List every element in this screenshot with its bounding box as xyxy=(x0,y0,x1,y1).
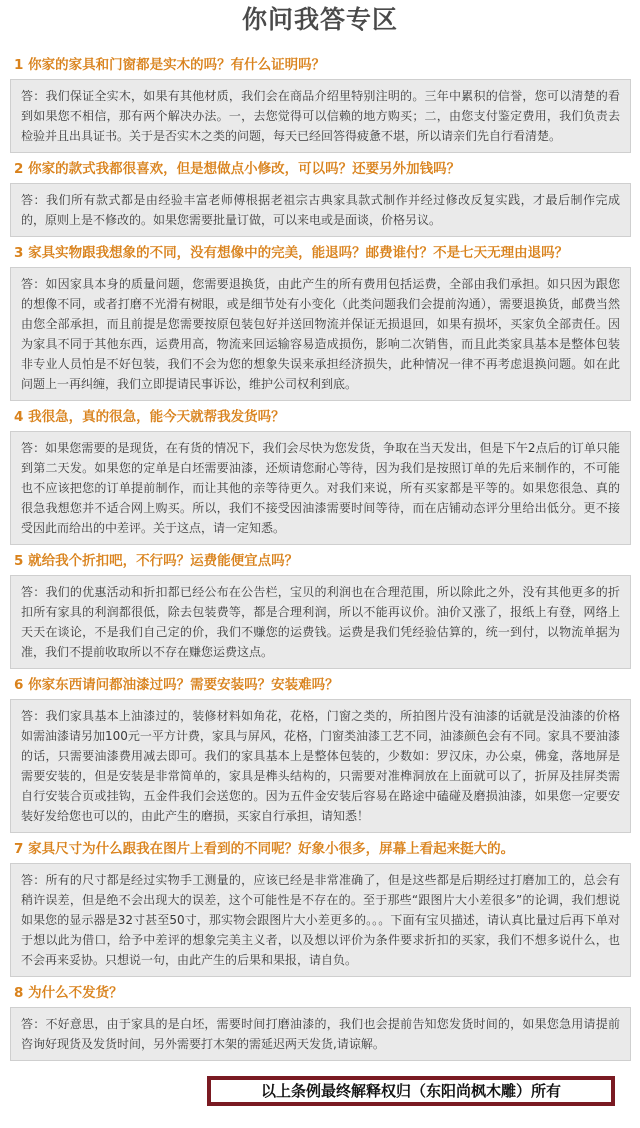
qa-item-7 xyxy=(10,836,631,977)
answer-text: 答：所有的尺寸都是经过实物手工测量的，应该已经是非常准确了，但是这些都是后期经过打磨加工的，总会有稍许误差，但是绝不会出现大的误差，这个可能性是不存在的。至于那些“跟图片大小差很多”的论调，我们想说如果您的显示器是32寸甚至50寸，那实物会跟图片大小差更多的。。。下面有宝贝描述，请认真比量过后再下单对于想以此为借口，给予中差评的想象完美主义者，以及想以评价为条件要求折扣的买家，我们不想多说什么，也不会再来妥协。只想说一句，由此产生的后果和果报，请自负。 xyxy=(10,863,631,977)
answer-text: 答：我们的优惠活动和折扣都已经公布在公告栏，宝贝的利润也在合理范围，所以除此之外，没有其他更多的折扣所有家具的利润都很低，除去包装费等，都是合理利润，所以不能再议价。油价又涨了，报纸上有登，网络上天天在谈论，不是我们自己定的价，我们不赚您的运费钱。运费是我们凭经验估算的，统一到付，以物流单据为准，我们不提前收取所以不存在赚您运费这点。 xyxy=(10,575,631,669)
answer-text: 答：如果您需要的是现货，在有货的情况下，我们会尽快为您发货，争取在当天发出，但是下午2点后的订单只能到第二天发。如果您的定单是白坯需要油漆，还烦请您耐心等待，因为我们是按照订单的先后来制作的，不可能也不应该把您的订单提前制作，而让其他的亲等待更久。对我们来说，所有买家都是平等的。如果您很急、真的很急我想您并不适合网上购买。所以，我们不接受因油漆需要时间等待，而在店铺动态评分里给出低分。更不接受因此而给出的中差评。关于这点，请一定知悉。 xyxy=(10,431,631,545)
qa-item-6 xyxy=(10,672,631,833)
question-heading: 2 你家的款式我都很喜欢，但是想做点小修改，可以吗？还要另外加钱吗？ xyxy=(14,161,461,177)
question-heading: 4 我很急，真的很急，能今天就帮我发货吗？ xyxy=(14,409,285,425)
qa-item-3 xyxy=(10,240,631,401)
question-heading: 7 家具尺寸为什么跟我在图片上看到的不同呢？好象小很多，屏幕上看起来挺大的。 xyxy=(14,841,515,857)
answer-text: 答：我们保证全实木，如果有其他材质，我们会在商品介绍里特别注明的。三年中累积的信誉，您可以清楚的看到如果您不相信，那有两个解决办法。一，去您觉得可以信赖的地方购买；二，由您支付鉴定费用，我们负责去检验并且出具证书。关于是否实木之类的问题，每天已经回答得疲惫不堪，所以请亲们先自行看清楚。 xyxy=(10,79,631,153)
question-heading: 6 你家东西请问都油漆过吗？需要安装吗？安装难吗？ xyxy=(14,677,339,693)
qa-item-8 xyxy=(10,980,631,1061)
answer-text: 答：我们所有款式都是由经验丰富老师傅根据老祖宗古典家具款式制作并经过修改反复实践，才最后制作完成的，原则上是不修改的。如果您需要批量订做，可以来电或是面谈，价格另议。 xyxy=(10,183,631,237)
qa-item-2 xyxy=(10,156,631,237)
question-heading: 3 家具实物跟我想象的不同，没有想像中的完美，能退吗？邮费谁付？不是七天无理由退吗？ xyxy=(14,245,569,261)
qa-list xyxy=(10,52,631,1064)
answer-text: 答：不好意思，由于家具的是白坯，需要时间打磨油漆的，我们也会提前告知您发货时间的，如果您急用请提前咨询好现货及发货时间，另外需要打木架的需延迟两天发货,请谅解。 xyxy=(10,1007,631,1061)
page-title: 你问我答专区 xyxy=(241,5,398,34)
qa-item-1 xyxy=(10,52,631,153)
qa-item-5 xyxy=(10,548,631,669)
question-heading: 8 为什么不发货？ xyxy=(14,985,123,1001)
footer-notice: 以上条例最终解释权归（东阳尚枫木雕）所有 xyxy=(207,1076,615,1106)
qa-item-4 xyxy=(10,404,631,545)
answer-text: 答：我们家具基本上油漆过的，装修材料如角花，花格，门窗之类的，所拍图片没有油漆的话就是没油漆的价格如需油漆请另加100元一平方计费，家具与屏风，花格，门窗类油漆工艺不同，油漆颜色会有不同。家具不要油漆的话，只需要油漆费用减去即可。我们的家具基本上是整体包装的，少数如：罗汉床，办公桌，佛龛，落地屏是需要安装的，但是安装是非常简单的，家具是榫头结构的，只需要对准榫洞放在上面就可以了，折屏及挂屏类需自行安装合页或挂钩，五金件我们会送您的。因为五件金安装后容易在路途中磕碰及磨损油漆，如果您一定要安装好发给您也可以的，由此产生的磨损，买家自行承担，请知悉！ xyxy=(10,699,631,833)
question-heading: 5 就给我个折扣吧，不行吗？运费能便宜点吗？ xyxy=(14,553,299,569)
question-heading: 1 你家的家具和门窗都是实木的吗？有什么证明吗？ xyxy=(14,57,326,73)
answer-text: 答：如因家具本身的质量问题，您需要退换货，由此产生的所有费用包括运费，全部由我们承担。如只因为跟您的想像不同，或者打磨不光滑有树眼，或是细节处有小变化（此类问题我们会提前沟通），需要退换货，邮费当然由您全部承担，而且前提是您需要按原包装包好并送回物流并保证无损退回，如果有损坏，买家负全部责任。因为家具不同于其他东西，运费用高，物流来回运输容易造成损伤，影响二次销售，而且此类家具基本是整体包装非专业人员怕是不好包装，我们不会为您的想象失误来承担经济损失，此种情况一律不再考虑退换问题。如在此问题上一再纠缠，我们立即提请民事诉讼，维护公司权利到底。 xyxy=(10,267,631,401)
